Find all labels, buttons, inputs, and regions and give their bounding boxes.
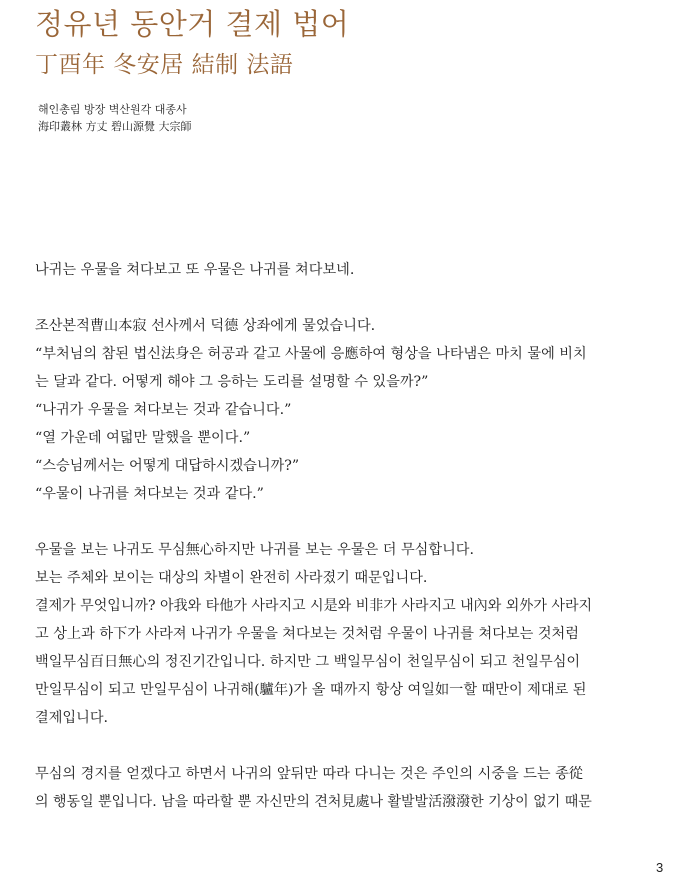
sermon-body xyxy=(35,256,595,816)
paragraph-gap xyxy=(35,284,595,312)
text-line: “나귀가 우물을 쳐다보는 것과 같습니다.” xyxy=(35,402,292,418)
text-line: 결제가 무엇입니까? 아我와 타他가 사라지고 시是와 비非가 사라지고 내內와 외外가 사라지 xyxy=(35,598,593,614)
text-line: 는 달과 같다. 어떻게 해야 그 응하는 도리를 설명할 수 있을까?” xyxy=(35,374,429,390)
text-line: 나귀는 우물을 쳐다보고 또 우물은 나귀를 쳐다보네. xyxy=(35,262,355,278)
text-line: “부처님의 참된 법신法身은 허공과 같고 사물에 응應하여 형상을 나타냄은 마치 물에 비치 xyxy=(35,346,587,362)
paragraph-gap xyxy=(35,732,595,760)
author-line-hanja: 海印叢林 方丈 碧山源覺 大宗師 xyxy=(38,120,192,133)
text-line: 무심의 경지를 얻겠다고 하면서 나귀의 앞뒤만 따라 다니는 것은 주인의 시중을 드는 종從 xyxy=(35,766,583,782)
text-line: 우물을 보는 나귀도 무심無心하지만 나귀를 보는 우물은 더 무심합니다. xyxy=(35,542,475,558)
text-line: 고 상上과 하下가 사라져 나귀가 우물을 쳐다보는 것처럼 우물이 나귀를 쳐다보는 것처럼 xyxy=(35,626,579,642)
text-line: 보는 주체와 보이는 대상의 차별이 완전히 사라졌기 때문입니다. xyxy=(35,570,428,586)
text-line: “우물이 나귀를 쳐다보는 것과 같다.” xyxy=(35,486,264,502)
text-line: 결제입니다. xyxy=(35,710,109,726)
text-line: 의 행동일 뿐입니다. 남을 따라할 뿐 자신만의 견처見處나 활발발活潑潑한 기상이 없기 때문 xyxy=(35,794,592,810)
text-line: “스승님께서는 어떻게 대답하시겠습니까?” xyxy=(35,458,300,474)
text-line: “열 가운데 여덟만 말했을 뿐이다.” xyxy=(35,430,251,446)
page-title: 정유년 동안거 결제 법어 xyxy=(35,7,350,41)
author-line-korean: 해인총림 방장 벽산원각 대종사 xyxy=(38,103,187,116)
text-line: 만일무심이 되고 만일무심이 나귀해(驢年)가 올 때까지 항상 여일如一할 때만이 제대로 된 xyxy=(35,682,587,698)
text-line: 조산본적曹山本寂 선사께서 덕德 상좌에게 물었습니다. xyxy=(35,318,376,334)
page-number: 3 xyxy=(656,860,664,875)
page-subtitle: 丁酉年 冬安居 結制 法語 xyxy=(35,52,294,78)
text-line: 백일무심百日無心의 정진기간입니다. 하지만 그 백일무심이 천일무심이 되고 천일무심이 xyxy=(35,654,581,670)
paragraph-gap xyxy=(35,508,595,536)
